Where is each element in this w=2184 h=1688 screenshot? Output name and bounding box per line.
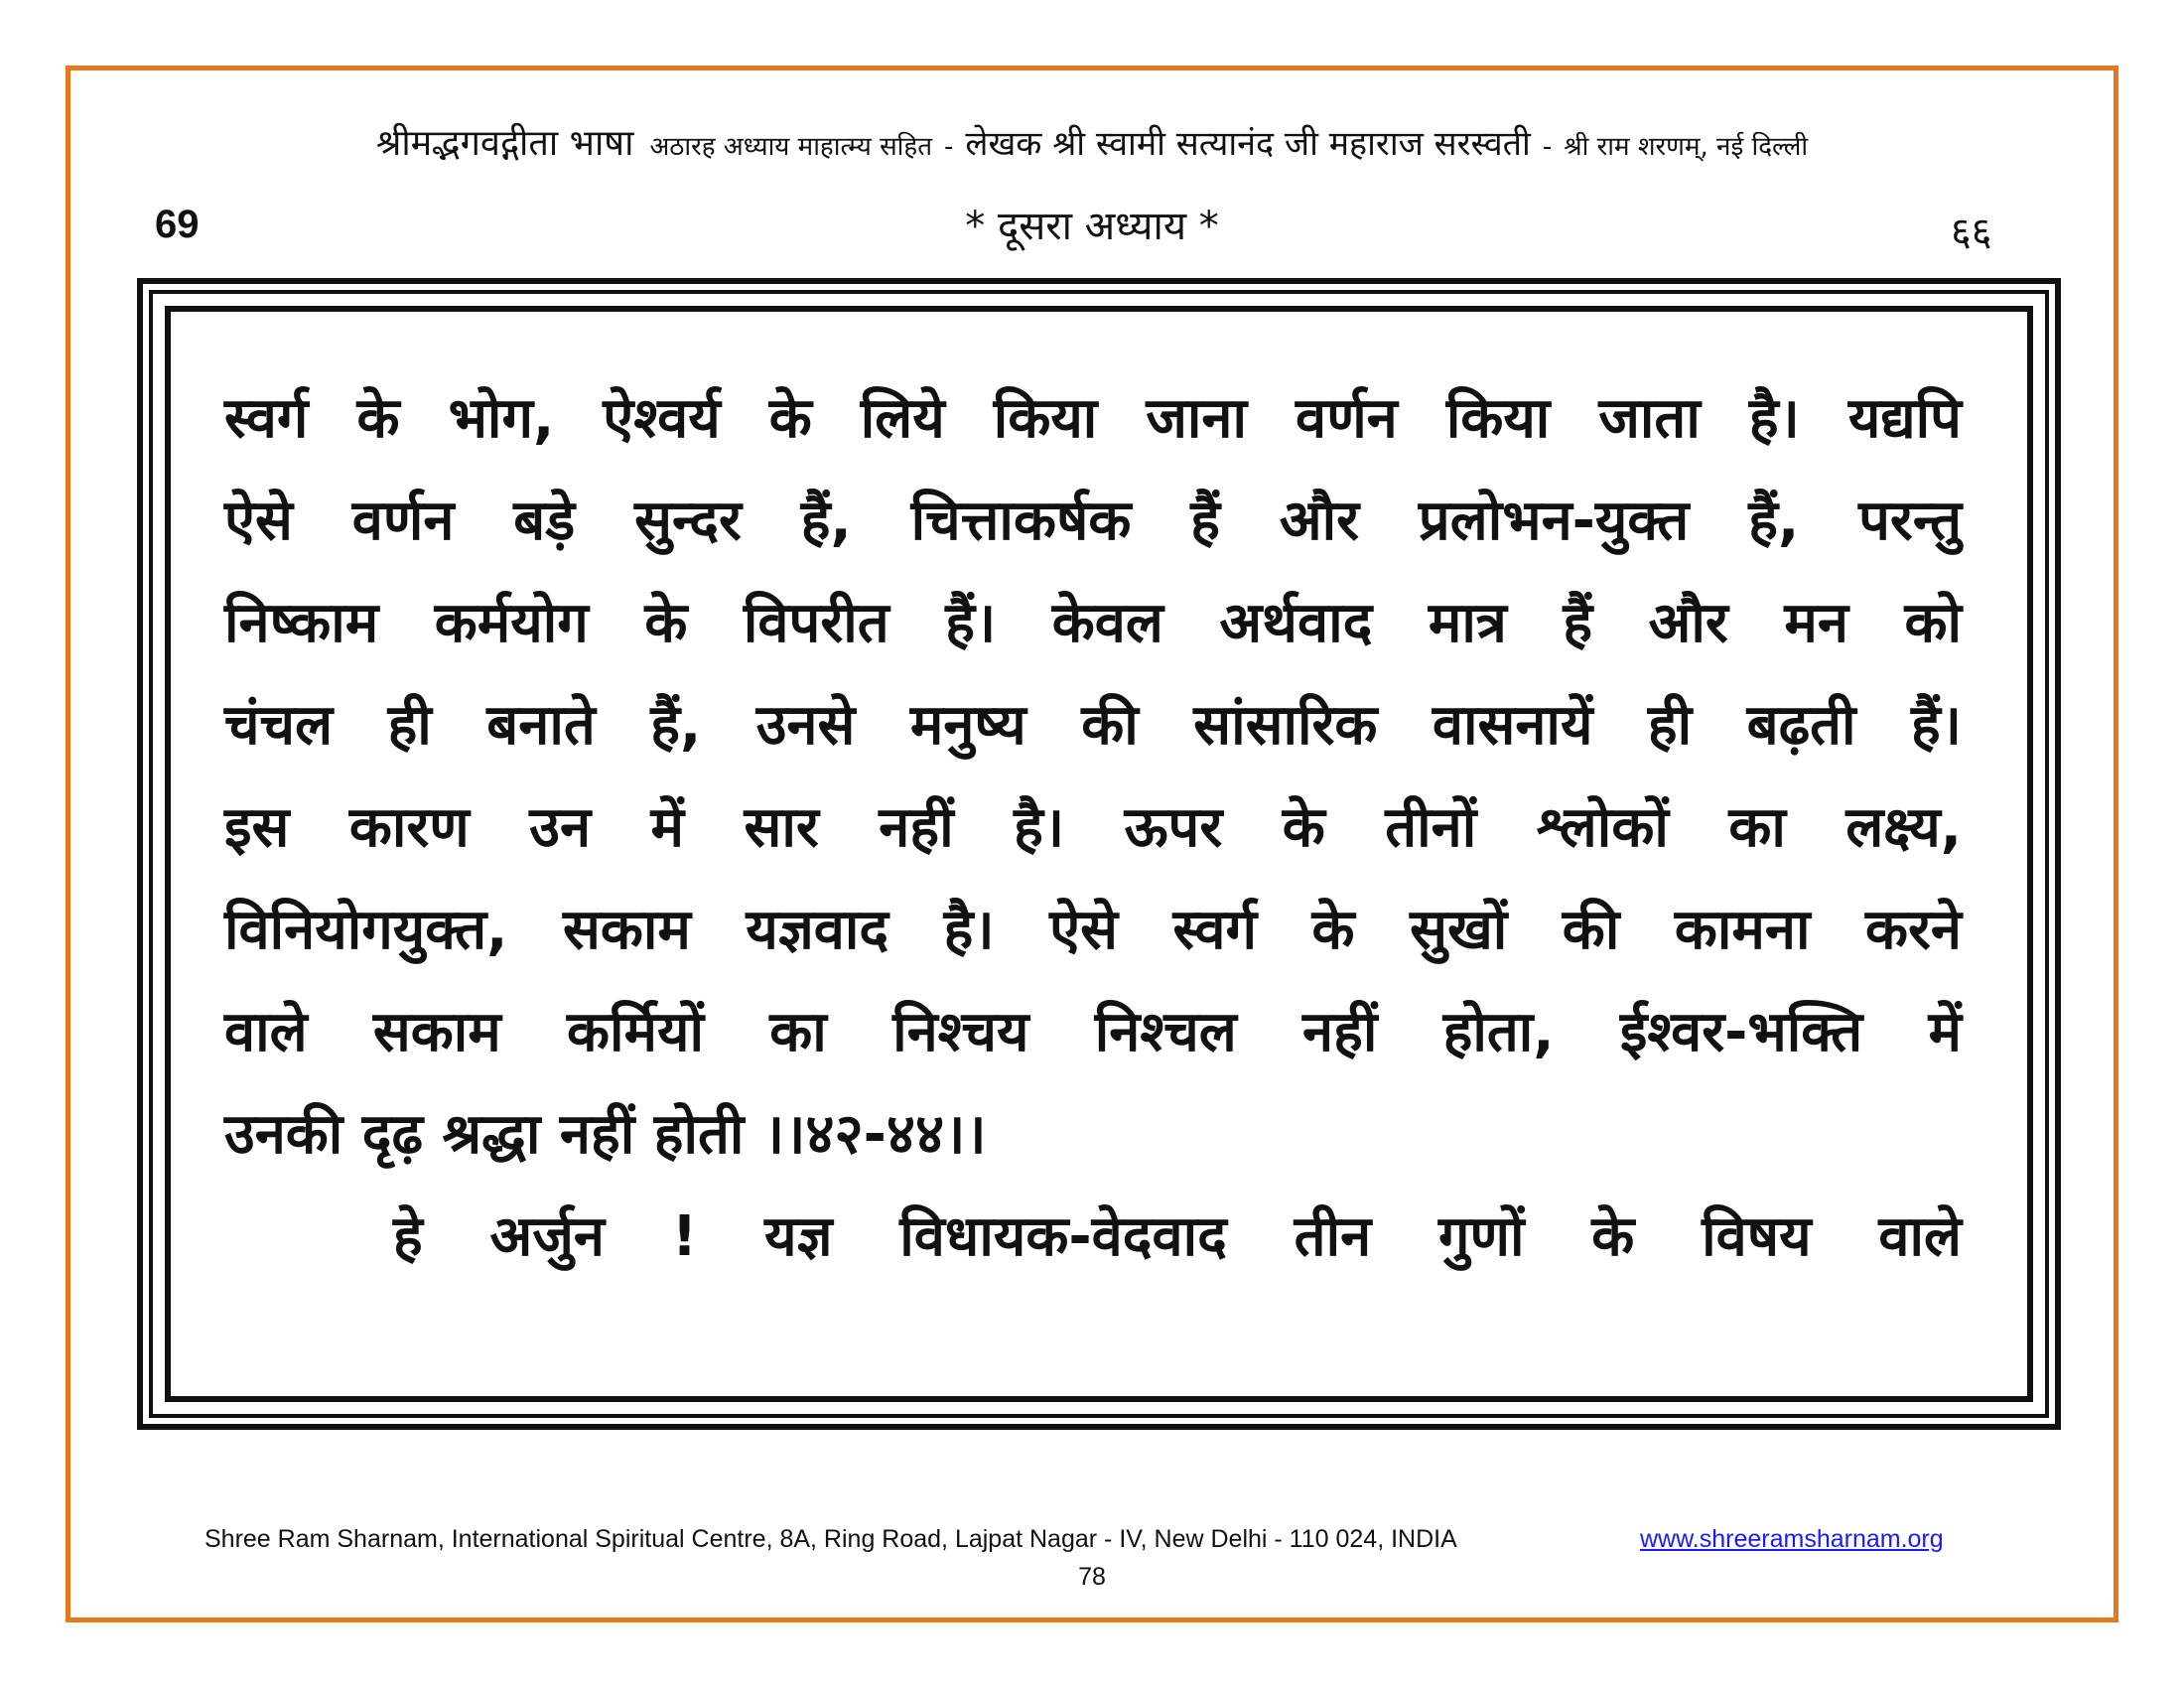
book-subtitle: अठारह अध्याय माहात्म्य सहित bbox=[649, 132, 933, 162]
text-line: वाले सकाम कर्मियों का निश्चय निश्चल नहीं होता, ईश्वर-भक्ति में bbox=[224, 1000, 1962, 1064]
text-line: चंचल ही बनाते हैं, उनसे मनुष्य की सांसारिक वासनायें ही बढ़ती हैं। bbox=[224, 693, 1962, 758]
chapter-title: * दूसरा अध्याय * bbox=[965, 204, 1219, 249]
text-line: उनकी दृढ़ श्रद्धा नहीं होती ।।४२-४४।। bbox=[224, 1102, 987, 1167]
book-title: श्रीमद्भगवद्गीता भाषा bbox=[375, 123, 634, 164]
website-link[interactable]: www.shreeramsharnam.org bbox=[1640, 1525, 1944, 1553]
running-header bbox=[119, 117, 2065, 166]
page-number-right: ६६ bbox=[1951, 210, 1992, 255]
body-text bbox=[224, 367, 1962, 1288]
text-line: ऐसे वर्णन बड़े सुन्दर हैं, चित्ताकर्षक हैं और प्रलोभन-युक्त हैं, परन्तु bbox=[224, 489, 1962, 553]
footer-page-number: 78 bbox=[1078, 1563, 1106, 1591]
header-separator: - bbox=[944, 132, 954, 162]
footer-address: Shree Ram Sharnam, International Spiritual Centre, 8A, Ring Road, Lajpat Nagar - IV, New Delhi - 110 024, INDIA bbox=[205, 1525, 1457, 1553]
publisher-place: श्री राम शरणम्, नई दिल्ली bbox=[1564, 132, 1809, 162]
page-number-left: 69 bbox=[155, 203, 200, 246]
text-line: स्वर्ग के भोग, ऐश्वर्य के लिये किया जाना वर्णन किया जाता है। यद्यपि bbox=[224, 386, 1962, 451]
author-line: लेखक श्री स्वामी सत्यानंद जी महाराज सरस्वती bbox=[965, 124, 1531, 164]
text-line: हे अर्जुन ! यज्ञ विधायक-वेदवाद तीन गुणों के विषय वाले bbox=[393, 1204, 1962, 1269]
text-line: निष्काम कर्मयोग के विपरीत हैं। केवल अर्थवाद मात्र हैं और मन को bbox=[224, 591, 1962, 655]
header-separator: - bbox=[1542, 132, 1553, 162]
text-line: इस कारण उन में सार नहीं है। ऊपर के तीनों श्लोकों का लक्ष्य, bbox=[224, 795, 1962, 860]
text-line: विनियोगयुक्त, सकाम यज्ञवाद है। ऐसे स्वर्ग के सुखों की कामना करने bbox=[224, 898, 1962, 962]
